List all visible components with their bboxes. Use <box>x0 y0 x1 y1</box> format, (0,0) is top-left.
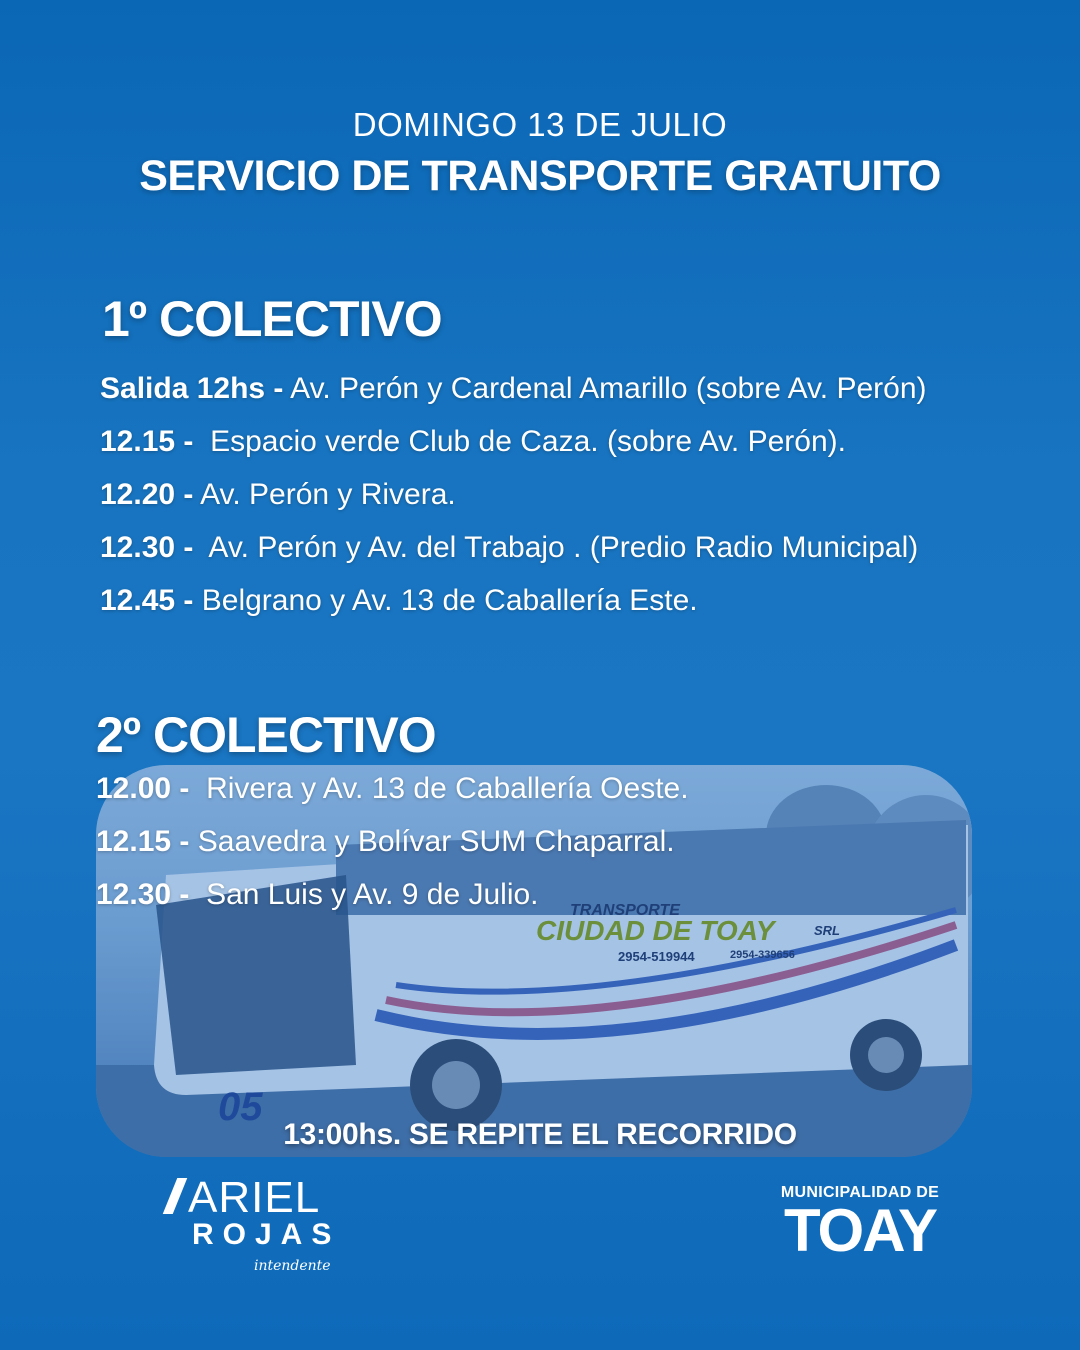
livery-suffix: SRL <box>814 923 840 938</box>
stop-time: 12.15 - <box>96 825 190 858</box>
phone-2: 2954-339656 <box>730 949 795 961</box>
municipalidad-logo <box>770 1184 950 1264</box>
bus-number: 05 <box>218 1085 263 1129</box>
list-item <box>100 468 927 521</box>
stop-time: Salida 12hs - <box>100 372 284 405</box>
logo-line-3: intendente <box>254 1258 331 1274</box>
stop-time: 12.30 - <box>100 531 194 564</box>
stop-time: 12.00 - <box>96 772 190 805</box>
stop-place: Saavedra y Bolívar SUM Chaparral. <box>197 825 675 858</box>
stop-place: Rivera y Av. 13 de Caballería Oeste. <box>206 772 689 805</box>
page-title: SERVICIO DE TRANSPORTE GRATUITO <box>139 152 941 200</box>
stop-place: Av. Perón y Rivera. <box>200 478 456 511</box>
muni-label: MUNICIPALIDAD DE <box>780 1184 940 1201</box>
list-item <box>100 574 927 627</box>
logo-line-2: ROJAS <box>192 1218 341 1251</box>
stop-time: 12.45 - <box>100 584 194 617</box>
livery-main: CIUDAD DE TOAY <box>536 915 775 946</box>
stop-place: Espacio verde Club de Caza. (sobre Av. Perón). <box>210 425 846 458</box>
toay-label: TOAY <box>783 1197 937 1264</box>
phone-1: 2954-519944 <box>618 949 695 964</box>
stop-place: Av. Perón y Av. del Trabajo . (Predio Radio Municipal) <box>208 531 919 564</box>
event-date: DOMINGO 13 DE JULIO <box>352 106 728 143</box>
route-1-title: 1º COLECTIVO <box>102 291 442 347</box>
list-item <box>100 521 927 574</box>
repeat-note: 13:00hs. SE REPITE EL RECORRIDO <box>283 1118 797 1151</box>
stop-time: 12.30 - <box>96 878 190 911</box>
ariel-rojas-logo <box>170 1173 341 1286</box>
stop-place: Belgrano y Av. 13 de Caballería Este. <box>201 584 698 617</box>
route-1-stops <box>100 362 927 627</box>
logo-name: ARIEL <box>188 1173 321 1222</box>
route-2-title: 2º COLECTIVO <box>96 707 436 763</box>
bus-livery <box>96 765 972 1157</box>
slash-icon <box>163 1178 188 1214</box>
list-item <box>100 415 927 468</box>
list-item <box>100 362 927 415</box>
stop-place: San Luis y Av. 9 de Julio. <box>206 878 539 911</box>
stop-time: 12.20 - <box>100 478 194 511</box>
stop-time: 12.15 - <box>100 425 194 458</box>
stop-place: Av. Perón y Cardenal Amarillo (sobre Av. Perón) <box>290 372 927 405</box>
logo-line-1 <box>170 1173 321 1222</box>
livery-top: TRANSPORTE <box>570 902 680 919</box>
